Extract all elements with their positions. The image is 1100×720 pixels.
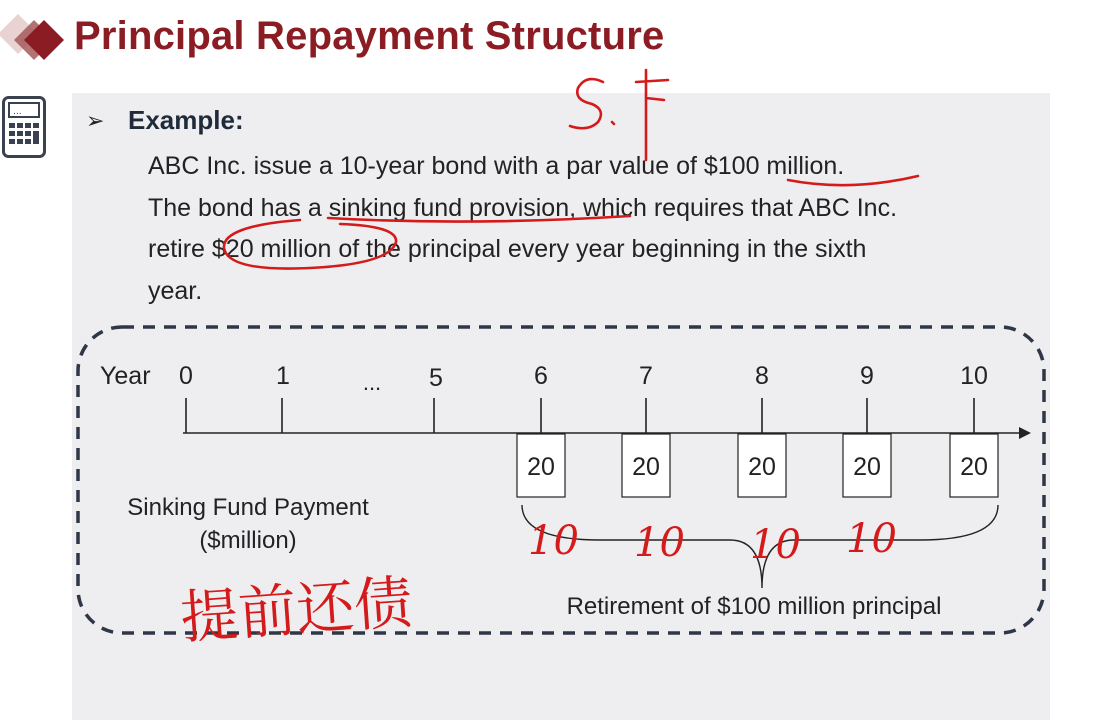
payment-label: Sinking Fund Payment [127, 494, 369, 521]
handwritten-ten: 10 [528, 518, 579, 564]
circle-annotation [224, 220, 396, 269]
page-title: Principal Repayment Structure [74, 14, 665, 58]
payment-value: 20 [527, 453, 555, 481]
retirement-label: Retirement of $100 million principal [566, 593, 942, 620]
year-label: Year [100, 362, 151, 390]
year-tick-label: ... [362, 370, 382, 395]
payment-value: 20 [853, 453, 881, 481]
year-tick-label: 6 [534, 362, 548, 390]
year-tick-label: 0 [179, 362, 193, 390]
paragraph-line: ABC Inc. issue a 10-year bond with a par value of $100 million. [148, 152, 845, 180]
year-tick-label: 7 [639, 362, 653, 390]
payment-unit-label: ($million) [199, 527, 297, 554]
year-tick-label: 8 [755, 362, 769, 390]
handwritten-ten: 10 [634, 520, 685, 566]
year-tick-label: 5 [429, 364, 443, 392]
paragraph-line: year. [148, 276, 203, 305]
payment-value: 20 [960, 453, 988, 481]
year-tick-label: 1 [276, 362, 290, 390]
handwritten-ten: 10 [750, 522, 801, 568]
paragraph-line: retire $20 million of the principal every year beginning in the sixth [148, 235, 867, 263]
year-tick-label: 9 [860, 362, 874, 390]
arrow-bullet-icon: ➢ [86, 108, 105, 133]
handwritten-ten: 10 [846, 516, 897, 562]
underline-annotation [328, 216, 630, 222]
year-tick-label: 10 [960, 362, 988, 390]
paragraph-line: The bond has a sinking fund provision, which requires that ABC Inc. [148, 193, 898, 222]
svg-text:...: ... [13, 107, 22, 117]
sf-annotation [570, 70, 668, 160]
axis-arrowhead [1019, 427, 1031, 439]
chinese-annotation: 提前还债 [178, 567, 415, 652]
example-label: Example: [128, 105, 244, 135]
underline-annotation [788, 176, 918, 185]
payment-value: 20 [632, 453, 660, 481]
payment-value: 20 [748, 453, 776, 481]
